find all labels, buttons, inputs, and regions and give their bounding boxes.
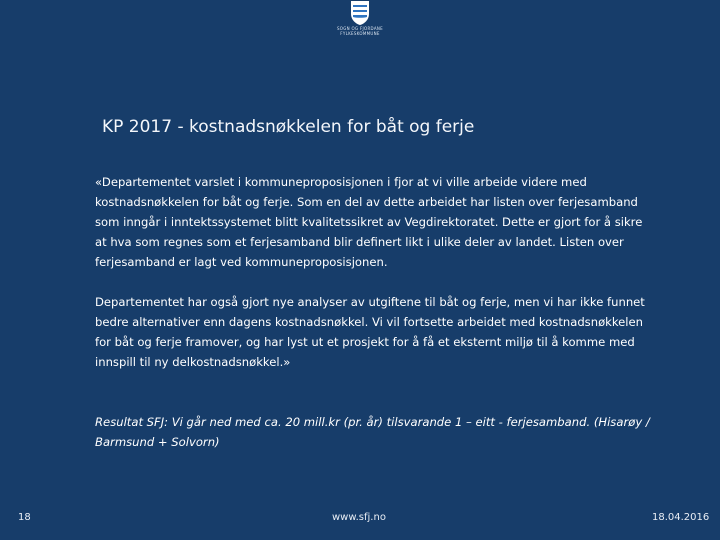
logo-text-line-2: FYLKESKOMMUNE <box>340 31 380 36</box>
result-note: Resultat SFJ: Vi går ned med ca. 20 mill.kr (pr. år) tilsvarande 1 – eitt - ferjesamband. (Hisarøy / Barmsund + Solvorn) <box>95 415 650 449</box>
county-coat-of-arms-icon <box>350 0 370 26</box>
logo <box>320 0 400 48</box>
quote-paragraph-2: Departementet har også gjort nye analyser av utgiftene til båt og ferje, men vi har ikke funnet bedre alternativer enn dagens kostnadsnøkkel. Vi vil fortsette arbeidet med kostnadsnøkkelen for båt og ferje framover, og har lyst ut et prosjekt for å få et eksternt miljø til å komme med innspill til ny delkostnadsnøkkel.» <box>95 295 645 369</box>
footer-date: 18.04.2016 <box>652 512 710 523</box>
slide-title: KP 2017 - kostnadsnøkkelen for båt og ferje <box>102 117 475 137</box>
footer-url: www.sfj.no <box>332 512 386 523</box>
logo-text-line-1: SOGN OG FJORDANE <box>336 26 384 31</box>
quote-paragraph-1: «Departementet varslet i kommuneproposisjonen i fjor at vi ville arbeide videre med kostnadsnøkkelen for båt og ferje. Som en del av dette arbeidet har listen over ferjesamband som inngår i inntektssystemet blitt kvalitetssikret av Vegdirektoratet. Dette er gjort for å sikre at hva som regnes som et ferjesamband blir definert likt i ulike deler av landet. Listen over ferjesamband er lagt ved kommuneproposisjonen. <box>95 175 643 269</box>
page-number: 18 <box>18 512 31 523</box>
